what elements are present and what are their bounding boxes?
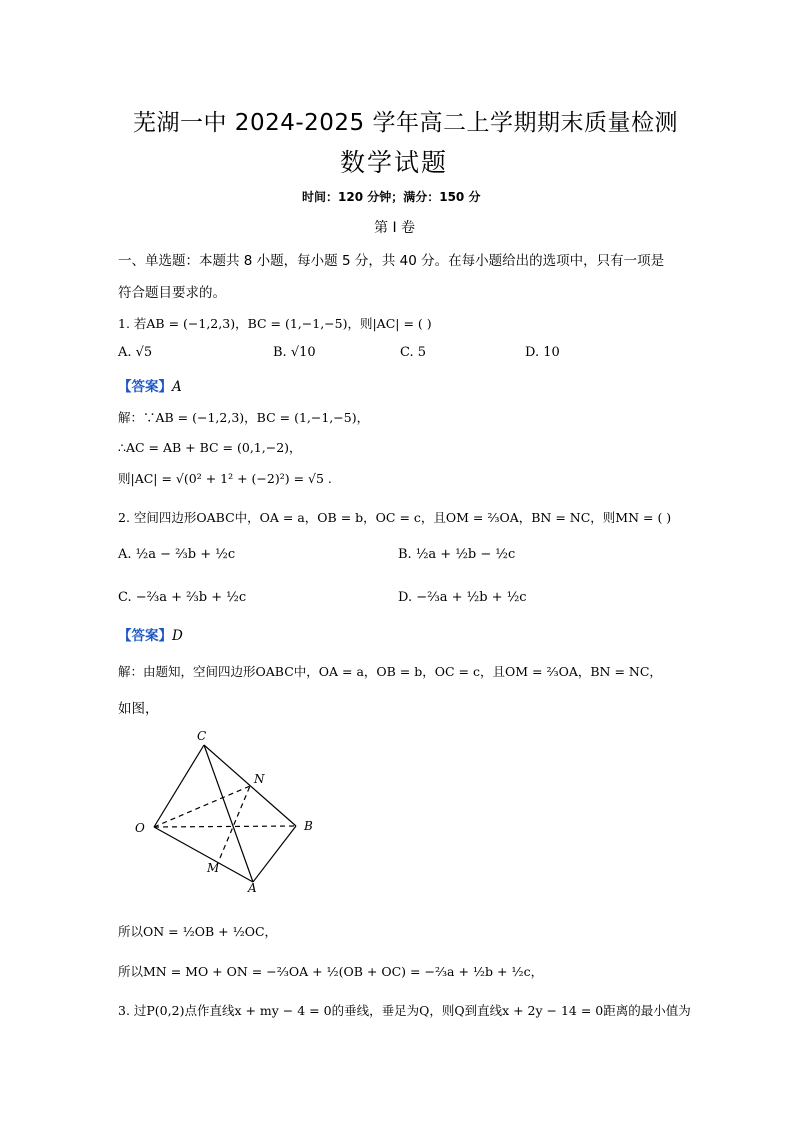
q1-option-c: C. 5 — [400, 345, 427, 360]
q2-option-d: D. −⅔a + ½b + ½c — [398, 590, 527, 605]
volume-label: 第 I 卷 — [374, 220, 416, 236]
q1-option-d: D. 10 — [525, 345, 560, 360]
tetrahedron-figure — [118, 720, 338, 900]
edge-ab — [253, 826, 296, 882]
edge-cb — [204, 745, 296, 826]
q2-option-a: A. ½a − ⅔b + ½c — [118, 547, 236, 562]
q2-solution-line-1: 解：由题知，空间四边形OABC中，OA = a，OB = b，OC = c，且OM = ⅔OA，BN = NC， — [118, 664, 662, 679]
q2-stem: 2. 空间四边形OABC中，OA = a，OB = b，OC = c，且OM = ⅔OA，BN = NC，则MN = ( ) — [118, 510, 672, 525]
q1-option-a: A. √5 — [118, 345, 153, 360]
q3-stem: 3. 过P(0,2)点作直线x + my − 4 = 0的垂线，垂足为Q，则Q到直线x + 2y − 14 = 0距离的最小值为 — [118, 1003, 691, 1018]
q2-option-b: B. ½a + ½b − ½c — [398, 547, 516, 562]
q2-solution-line-2: 如图， — [118, 701, 159, 717]
label-n: N — [254, 772, 265, 786]
q2-solution-line-4: 所以MN = MO + ON = −⅔OA + ½(OB + OC) = −⅔a + ½b + ½c， — [118, 964, 544, 979]
q2-answer-value: D — [172, 628, 183, 644]
edge-oc — [154, 745, 204, 827]
q1-solution-line-1: 解：∵AB = (−1,2,3)，BC = (1,−1,−5)， — [118, 410, 370, 425]
label-m: M — [207, 861, 220, 875]
edge-ob-hidden — [154, 826, 296, 827]
q1-solution-line-3: 则|AC| = √(0² + 1² + (−2)²) = √5 . — [118, 471, 332, 486]
q1-solution-line-2: ∴AC = AB + BC = (0,1,−2)， — [118, 440, 302, 455]
q2-solution-line-3: 所以ON = ½OB + ½OC， — [118, 924, 278, 939]
exam-title: 芜湖一中 2024-2025 学年高二上学期期末质量检测 — [133, 110, 678, 136]
q1-answer-label: 【答案】 — [118, 379, 172, 395]
q1-answer — [118, 375, 182, 395]
label-o: O — [135, 821, 145, 835]
label-b: B — [304, 819, 313, 833]
label-a: A — [248, 881, 257, 895]
q2-option-c: C. −⅔a + ⅔b + ½c — [118, 590, 247, 605]
exam-meta: 时间：120 分钟；满分：150 分 — [302, 190, 481, 204]
exam-subtitle: 数学试题 — [340, 148, 449, 177]
q1-stem: 1. 若AB = (−1,2,3)，BC = (1,−1,−5)，则|AC| = ( ) — [118, 316, 432, 331]
section-instruction-1: 一、单选题：本题共 8 小题，每小题 5 分，共 40 分。在每小题给出的选项中，只有一项是 — [118, 253, 665, 269]
section-instruction-2: 符合题目要求的。 — [118, 285, 226, 301]
edge-oa — [154, 827, 253, 882]
label-c: C — [197, 729, 207, 743]
q2-answer-label: 【答案】 — [118, 628, 172, 644]
q1-answer-value: A — [172, 379, 182, 395]
q1-option-b: B. √10 — [273, 345, 316, 360]
q2-answer — [118, 624, 183, 644]
